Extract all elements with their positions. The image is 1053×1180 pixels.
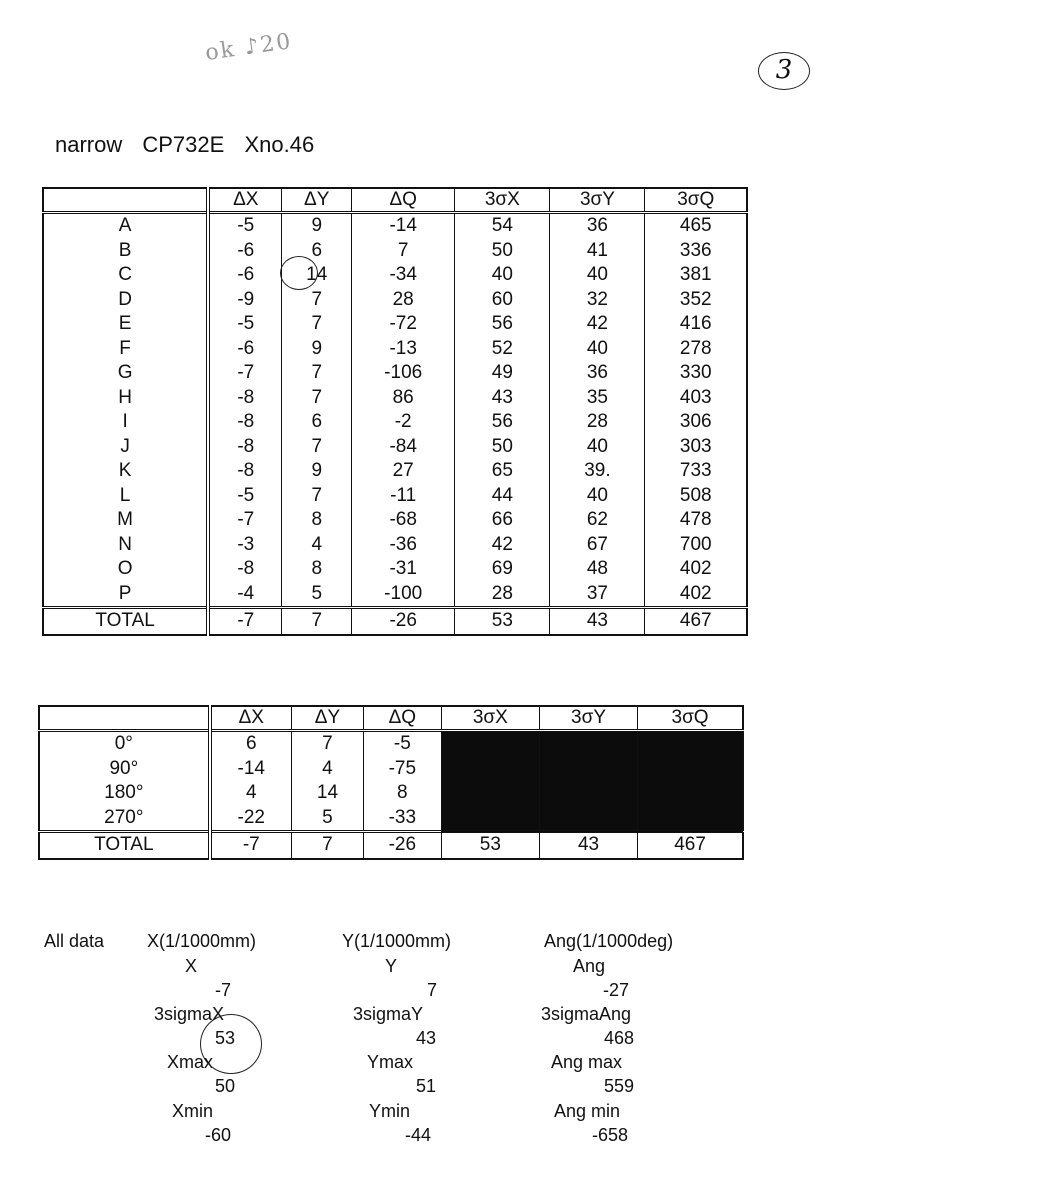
- y-max-label: Ymax: [367, 1052, 414, 1072]
- total-cell: 467: [638, 832, 743, 859]
- table-cell: 330: [645, 361, 747, 386]
- table-cell: 700: [645, 533, 747, 558]
- table-cell: -5: [208, 312, 282, 337]
- table-cell: -34: [352, 263, 455, 288]
- table-cell: 56: [455, 312, 550, 337]
- ang-min: -658: [592, 1125, 629, 1145]
- table-cell: 60: [455, 288, 550, 313]
- table-cell: 8: [363, 781, 441, 806]
- y-max: 51: [416, 1076, 437, 1096]
- table-cell: [539, 757, 637, 782]
- y-sigma-label: 3sigmaY: [353, 1004, 424, 1024]
- row-label: 270°: [39, 806, 210, 832]
- table-cell: 381: [645, 263, 747, 288]
- table-row: [43, 410, 747, 435]
- table-cell: 42: [455, 533, 550, 558]
- table-cell: 4: [291, 757, 363, 782]
- table-cell: 9: [282, 213, 352, 239]
- table-cell: 7: [282, 288, 352, 313]
- table-cell: 28: [352, 288, 455, 313]
- x-min: -60: [205, 1125, 232, 1145]
- table-cell: -31: [352, 557, 455, 582]
- table-row: [39, 731, 743, 757]
- table-cell: 4: [210, 781, 292, 806]
- total-cell: 467: [645, 608, 747, 635]
- table-cell: 402: [645, 557, 747, 582]
- table-cell: 65: [455, 459, 550, 484]
- table-cell: 402: [645, 582, 747, 608]
- table-row: [43, 288, 747, 313]
- table-cell: 403: [645, 386, 747, 411]
- y-name: Y: [385, 956, 398, 976]
- table-cell: 508: [645, 484, 747, 509]
- table-cell: 32: [550, 288, 645, 313]
- table-cell: -5: [208, 213, 282, 239]
- table-row: [43, 263, 747, 288]
- table-cell: -3: [208, 533, 282, 558]
- table-row: [43, 484, 747, 509]
- table-cell: -84: [352, 435, 455, 460]
- table-cell: 49: [455, 361, 550, 386]
- table-cell: 278: [645, 337, 747, 362]
- table-row: [43, 361, 747, 386]
- table-cell: [638, 781, 743, 806]
- table-cell: [638, 731, 743, 757]
- table-cell: 54: [455, 213, 550, 239]
- table-cell: -9: [208, 288, 282, 313]
- table-cell: [638, 757, 743, 782]
- table-row: [43, 557, 747, 582]
- total-cell: 43: [539, 832, 637, 859]
- y-min: -44: [405, 1125, 432, 1145]
- ang-sigma: 468: [604, 1028, 635, 1048]
- row-label: E: [43, 312, 208, 337]
- ang-min-label: Ang min: [554, 1101, 621, 1121]
- total-cell: 43: [550, 608, 645, 635]
- table-cell: 5: [291, 806, 363, 832]
- x-sigma-label: 3sigmaX: [154, 1004, 225, 1024]
- table-cell: 28: [550, 410, 645, 435]
- table-cell: 7: [282, 435, 352, 460]
- table-cell: -8: [208, 435, 282, 460]
- table-cell: 52: [455, 337, 550, 362]
- table-cell: -22: [210, 806, 292, 832]
- x-name: X: [185, 956, 198, 976]
- table-cell: [638, 806, 743, 832]
- total-cell: 53: [441, 832, 539, 859]
- table-cell: -8: [208, 410, 282, 435]
- row-label: K: [43, 459, 208, 484]
- position-offset-table: [42, 187, 748, 636]
- column-header: 3σY: [550, 188, 645, 213]
- table-cell: -106: [352, 361, 455, 386]
- table-cell: 56: [455, 410, 550, 435]
- y-header: Y(1/1000mm): [342, 931, 452, 951]
- row-label: H: [43, 386, 208, 411]
- table-cell: -8: [208, 386, 282, 411]
- table-cell: 7: [282, 312, 352, 337]
- handwritten-circle-sigma-x: [200, 1014, 262, 1074]
- row-label: G: [43, 361, 208, 386]
- table-row: [43, 435, 747, 460]
- table-cell: -68: [352, 508, 455, 533]
- table-cell: 465: [645, 213, 747, 239]
- row-label: M: [43, 508, 208, 533]
- table-cell: -7: [208, 361, 282, 386]
- table-row: [39, 781, 743, 806]
- total-cell: -26: [363, 832, 441, 859]
- ang-value: -27: [603, 980, 630, 1000]
- table-cell: -2: [352, 410, 455, 435]
- table-cell: -7: [208, 508, 282, 533]
- table-cell: 48: [550, 557, 645, 582]
- total-cell: -7: [208, 608, 282, 635]
- table-cell: 66: [455, 508, 550, 533]
- row-label: F: [43, 337, 208, 362]
- x-min-label: Xmin: [172, 1101, 214, 1121]
- circled-page-number: 3: [758, 52, 810, 90]
- table-cell: 42: [550, 312, 645, 337]
- table-row: [43, 386, 747, 411]
- table-cell: [441, 781, 539, 806]
- total-cell: 7: [291, 832, 363, 859]
- table-cell: -11: [352, 484, 455, 509]
- ang-sigma-label: 3sigmaAng: [541, 1004, 632, 1024]
- table-cell: 7: [282, 484, 352, 509]
- title-xno: Xno.46: [244, 132, 315, 157]
- table-cell: -13: [352, 337, 455, 362]
- table-cell: 306: [645, 410, 747, 435]
- row-label: L: [43, 484, 208, 509]
- table-row: [43, 508, 747, 533]
- summary-label: All data: [44, 931, 105, 951]
- total-cell: 7: [282, 608, 352, 635]
- table-cell: [539, 806, 637, 832]
- table-cell: -14: [210, 757, 292, 782]
- table-row: [43, 582, 747, 608]
- row-label: P: [43, 582, 208, 608]
- table-cell: 733: [645, 459, 747, 484]
- page-title: [55, 132, 328, 158]
- total-cell: -26: [352, 608, 455, 635]
- table-cell: 9: [282, 459, 352, 484]
- row-label: J: [43, 435, 208, 460]
- y-value: 7: [427, 980, 438, 1000]
- table-cell: 6: [282, 410, 352, 435]
- table-cell: 14: [291, 781, 363, 806]
- table-cell: -5: [363, 731, 441, 757]
- table-row: [43, 239, 747, 264]
- total-label: TOTAL: [39, 832, 210, 859]
- row-label: B: [43, 239, 208, 264]
- column-header: 3σX: [455, 188, 550, 213]
- table-row: [43, 213, 747, 239]
- rotation-offset-table: [38, 705, 744, 860]
- table-cell: 14: [282, 263, 352, 288]
- table-cell: 6: [210, 731, 292, 757]
- table-cell: [539, 731, 637, 757]
- total-row: [43, 608, 747, 635]
- table-cell: -14: [352, 213, 455, 239]
- ang-max-label: Ang max: [551, 1052, 623, 1072]
- y-min-label: Ymin: [369, 1101, 411, 1121]
- header-corner: [39, 706, 210, 731]
- table-cell: 303: [645, 435, 747, 460]
- table-cell: 416: [645, 312, 747, 337]
- table-cell: 6: [282, 239, 352, 264]
- title-model: CP732E: [142, 132, 225, 157]
- title-mode: narrow: [55, 132, 123, 157]
- table-cell: [441, 731, 539, 757]
- header-corner: [43, 188, 208, 213]
- table-cell: -8: [208, 459, 282, 484]
- table-cell: 41: [550, 239, 645, 264]
- column-header: 3σQ: [645, 188, 747, 213]
- table-cell: -36: [352, 533, 455, 558]
- table-cell: 7: [291, 731, 363, 757]
- table-cell: 43: [455, 386, 550, 411]
- row-label: A: [43, 213, 208, 239]
- x-value: -7: [215, 980, 232, 1000]
- total-label: TOTAL: [43, 608, 208, 635]
- table-cell: 8: [282, 508, 352, 533]
- table-cell: 86: [352, 386, 455, 411]
- table-cell: 35: [550, 386, 645, 411]
- x-header: X(1/1000mm): [147, 931, 257, 951]
- table-cell: 40: [455, 263, 550, 288]
- table-row: [39, 806, 743, 832]
- total-cell: 53: [455, 608, 550, 635]
- ang-name: Ang: [573, 956, 606, 976]
- table-cell: 4: [282, 533, 352, 558]
- table-cell: -72: [352, 312, 455, 337]
- table-row: [43, 533, 747, 558]
- table-cell: -5: [208, 484, 282, 509]
- table-cell: -6: [208, 239, 282, 264]
- column-header: ΔY: [291, 706, 363, 731]
- table-cell: -6: [208, 337, 282, 362]
- table-cell: 39.: [550, 459, 645, 484]
- table-cell: -100: [352, 582, 455, 608]
- table-cell: [441, 757, 539, 782]
- table-cell: 40: [550, 337, 645, 362]
- table-cell: 5: [282, 582, 352, 608]
- table-cell: [539, 781, 637, 806]
- table-cell: -6: [208, 263, 282, 288]
- table-row: [43, 459, 747, 484]
- table-cell: -33: [363, 806, 441, 832]
- table-cell: 478: [645, 508, 747, 533]
- ang-header: Ang(1/1000deg): [544, 931, 674, 951]
- table-cell: 36: [550, 361, 645, 386]
- row-label: C: [43, 263, 208, 288]
- table-cell: 67: [550, 533, 645, 558]
- table-row: [39, 757, 743, 782]
- column-header: 3σX: [441, 706, 539, 731]
- table-cell: 50: [455, 435, 550, 460]
- table-cell: -8: [208, 557, 282, 582]
- column-header: ΔX: [210, 706, 292, 731]
- table-cell: 7: [282, 361, 352, 386]
- table-cell: 28: [455, 582, 550, 608]
- table-cell: 27: [352, 459, 455, 484]
- table-cell: 336: [645, 239, 747, 264]
- table-cell: 36: [550, 213, 645, 239]
- column-header: ΔQ: [352, 188, 455, 213]
- handwritten-note: ok ♪20: [203, 29, 294, 66]
- row-label: D: [43, 288, 208, 313]
- table-cell: 40: [550, 435, 645, 460]
- table-cell: 8: [282, 557, 352, 582]
- table-row: [43, 312, 747, 337]
- row-label: N: [43, 533, 208, 558]
- column-header: ΔY: [282, 188, 352, 213]
- table-cell: 40: [550, 263, 645, 288]
- total-row: [39, 832, 743, 859]
- table-cell: [441, 806, 539, 832]
- table-cell: 69: [455, 557, 550, 582]
- row-label: 0°: [39, 731, 210, 757]
- table-cell: 40: [550, 484, 645, 509]
- table-cell: 50: [455, 239, 550, 264]
- row-label: 180°: [39, 781, 210, 806]
- column-header: ΔX: [208, 188, 282, 213]
- table-cell: -4: [208, 582, 282, 608]
- row-label: I: [43, 410, 208, 435]
- table-cell: 37: [550, 582, 645, 608]
- x-max-label: Xmax: [167, 1052, 214, 1072]
- column-header: 3σQ: [638, 706, 743, 731]
- total-cell: -7: [210, 832, 292, 859]
- table-cell: 62: [550, 508, 645, 533]
- handwritten-circle-c-dy: [280, 256, 318, 290]
- row-label: 90°: [39, 757, 210, 782]
- table-cell: 9: [282, 337, 352, 362]
- column-header: ΔQ: [363, 706, 441, 731]
- y-sigma: 43: [416, 1028, 437, 1048]
- table-row: [43, 337, 747, 362]
- x-sigma: 53: [215, 1028, 236, 1048]
- row-label: O: [43, 557, 208, 582]
- table-cell: 352: [645, 288, 747, 313]
- column-header: 3σY: [539, 706, 637, 731]
- table-cell: 7: [352, 239, 455, 264]
- table-cell: -75: [363, 757, 441, 782]
- x-max: 50: [215, 1076, 236, 1096]
- table-cell: 7: [282, 386, 352, 411]
- table-cell: 44: [455, 484, 550, 509]
- ang-max: 559: [604, 1076, 635, 1096]
